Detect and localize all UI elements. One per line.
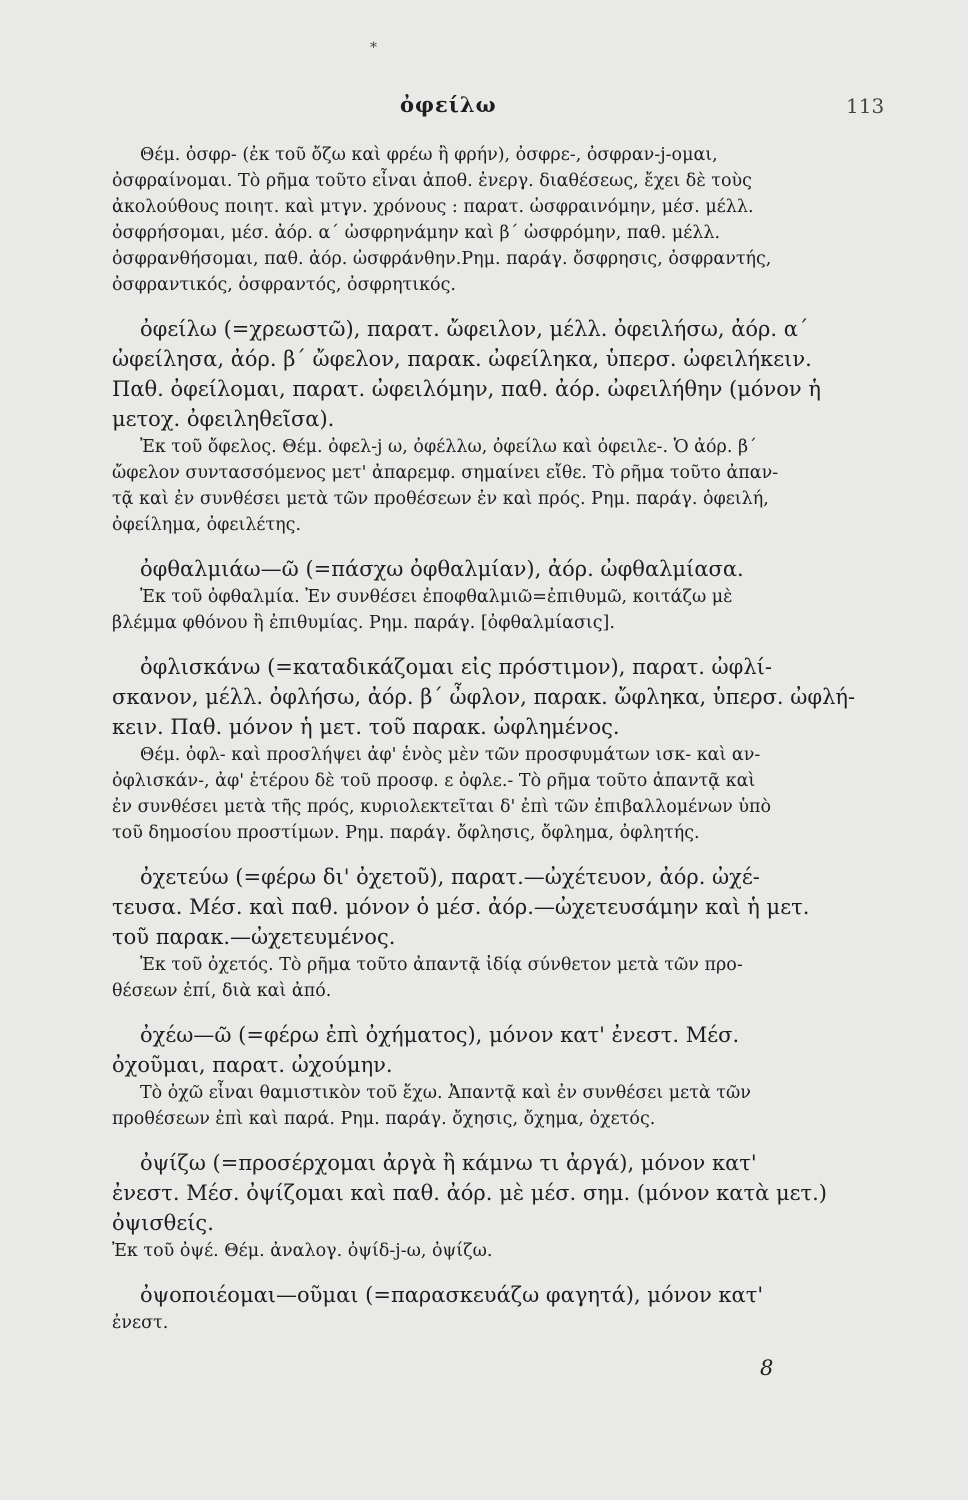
entry-headword-line: ὀφθαλμιάω—ῶ (=πάσχω ὀφθαλμίαν), ἀόρ. ὠφθαλμίασα. — [140, 557, 744, 581]
dictionary-entry — [112, 1280, 822, 1336]
printer-signature: 8 — [760, 1356, 774, 1380]
entry-line: Ἐκ τοῦ ὄφελος. Θέμ. ὀφελ-j ω, ὀφέλλω, ὀφείλω καὶ ὀφειλε-. Ὁ ἀόρ. β΄ — [140, 437, 757, 457]
entry-line: ὠφείλησα, ἀόρ. β΄ ὤφελον, παρακ. ὠφείληκα, ὑπερσ. ὠφειλήκειν. — [112, 347, 812, 371]
dictionary-entry — [112, 652, 856, 846]
dictionary-entry — [112, 554, 822, 636]
dictionary-entries — [112, 142, 856, 1336]
entry-gap — [112, 1004, 822, 1020]
entry-headword-line: ὀφλισκάνω (=καταδικάζομαι εἰς πρόστιμον), παρατ. ὠφλί- — [140, 655, 773, 679]
entry-line: ὀσφραντικός, ὀσφραντός, ὀσφρητικός. — [112, 275, 456, 295]
dictionary-entry — [112, 314, 822, 538]
entry-headword-line: Θέμ. ὀσφρ- (ἐκ τοῦ ὄζω καὶ φρέω ἢ φρήν), ὀσφρε-, ὀσφραν-j-ομαι, — [140, 145, 718, 165]
entry-gap — [112, 636, 822, 652]
entry-line: ἐνεστ. Μέσ. ὀψίζομαι καὶ παθ. ἀόρ. μὲ μέσ. σημ. (μόνον κατὰ μετ.) — [112, 1181, 827, 1205]
entry-line: προθέσεων ἐπὶ καὶ παρά. Ρημ. παράγ. ὄχησις, ὄχημα, ὀχετός. — [112, 1109, 656, 1129]
entry-line: Θέμ. ὀφλ- καὶ προσλήψει ἀφ' ἑνὸς μὲν τῶν προσφυμάτων ισκ- καὶ αν- — [140, 745, 761, 765]
entry-line: Ἐκ τοῦ ὀψέ. Θέμ. ἀναλογ. ὀψίδ-j-ω, ὀψίζω. — [112, 1241, 493, 1261]
entry-line: τοῦ δημοσίου προστίμων. Ρημ. παράγ. ὄφλησις, ὄφλημα, ὀφλητής. — [112, 823, 700, 843]
stray-mark: * — [370, 40, 377, 56]
entry-line: ἐνεστ. — [112, 1313, 169, 1333]
entry-line: ὀφείλημα, ὀφειλέτης. — [112, 515, 302, 535]
entry-line: μετοχ. ὀφειληθεῖσα). — [112, 407, 335, 431]
entry-line: ὀψισθείς. — [112, 1211, 214, 1235]
entry-line: Παθ. ὀφείλομαι, παρατ. ὠφειλόμην, παθ. ἀόρ. ὠφειλήθην (μόνον ἡ — [112, 377, 821, 401]
dictionary-entry — [112, 1020, 822, 1132]
entry-line: σκανον, μέλλ. ὀφλήσω, ἀόρ. β΄ ὦφλον, παρακ. ὤφληκα, ὑπερσ. ὠφλή- — [112, 685, 856, 709]
entry-line: ὀχοῦμαι, παρατ. ὠχούμην. — [112, 1053, 393, 1077]
entry-line: ὀσφρανθήσομαι, παθ. ἀόρ. ὠσφράνθην.Ρημ. παράγ. ὄσφρησις, ὀσφραντής, — [112, 249, 772, 269]
entry-line: ὀφλισκάν-, ἀφ' ἑτέρου δὲ τοῦ προσφ. ε ὀφλε.- Τὸ ρῆμα τοῦτο ἀπαντᾷ καὶ — [112, 771, 756, 791]
dictionary-entry — [112, 142, 822, 298]
entry-line: κειν. Παθ. μόνον ἡ μετ. τοῦ παρακ. ὠφλημένος. — [112, 715, 620, 739]
entry-headword-line: ὀχέω—ῶ (=φέρω ἐπὶ ὀχήματος), μόνον κατ' ἐνεστ. Μέσ. — [140, 1023, 740, 1047]
dictionary-entry — [112, 862, 822, 1004]
dictionary-entry — [112, 1148, 827, 1264]
entry-headword-line: ὀχετεύω (=φέρω δι' ὀχετοῦ), παρατ.—ὠχέτευον, ἀόρ. ὠχέ- — [140, 865, 760, 889]
entry-gap — [112, 538, 822, 554]
entry-gap — [112, 1264, 822, 1280]
entry-line: Ἐκ τοῦ ὀφθαλμία. Ἐν συνθέσει ἐποφθαλμιῶ=ἐπιθυμῶ, κοιτάζω μὲ — [140, 587, 733, 607]
entry-gap — [112, 846, 822, 862]
entry-gap — [112, 1132, 822, 1148]
entry-line: τᾷ καὶ ἐν συνθέσει μετὰ τῶν προθέσεων ἐν καὶ πρός. Ρημ. παράγ. ὀφειλή, — [112, 489, 769, 509]
entry-line: τευσα. Μέσ. καὶ παθ. μόνον ὁ μέσ. ἀόρ.—ὠχετευσάμην καὶ ἡ μετ. — [112, 895, 810, 919]
entry-line: ἐν συνθέσει μετὰ τῆς πρός, κυριολεκτεῖται δ' ἐπὶ τῶν ἐπιβαλλομένων ὑπὸ — [112, 797, 772, 817]
page-number: 113 — [846, 94, 885, 118]
entry-line: ἀκολούθους ποιητ. καὶ μτγν. χρόνους : παρατ. ὠσφραινόμην, μέσ. μέλλ. — [112, 197, 754, 217]
entry-line: τοῦ παρακ.—ὠχετευμένος. — [112, 925, 396, 949]
entry-line: ὤφελον συντασσόμενος μετ' ἀπαρεμφ. σημαίνει εἴθε. Τὸ ρῆμα τοῦτο ἀπαν- — [112, 463, 779, 483]
running-head: ὀφείλω — [400, 92, 497, 117]
entry-line: ὀσφρήσομαι, μέσ. ἀόρ. α΄ ὠσφρηνάμην καὶ β΄ ὠσφρόμην, παθ. μέλλ. — [112, 223, 721, 243]
entry-headword-line: ὀφείλω (=χρεωστῶ), παρατ. ὤφειλον, μέλλ. ὀφειλήσω, ἀόρ. α΄ — [140, 317, 809, 341]
entry-headword-line: ὀψίζω (=προσέρχομαι ἀργὰ ἢ κάμνω τι ἀργά), μόνον κατ' — [140, 1151, 757, 1175]
entry-line: ὀσφραίνομαι. Τὸ ρῆμα τοῦτο εἶναι ἀποθ. ἐνεργ. διαθέσεως, ἔχει δὲ τοὺς — [112, 171, 752, 191]
entry-line: Τὸ ὀχῶ εἶναι θαμιστικὸν τοῦ ἔχω. Ἀπαντᾷ καὶ ἐν συνθέσει μετὰ τῶν — [140, 1083, 751, 1103]
entry-line: βλέμμα φθόνου ἢ ἐπιθυμίας. Ρημ. παράγ. [ὀφθαλμίασις]. — [112, 613, 615, 633]
entry-gap — [112, 298, 822, 314]
entry-line: θέσεων ἐπί, διὰ καὶ ἀπό. — [112, 981, 332, 1001]
entry-headword-line: ὀψοποιέομαι—οῦμαι (=παρασκευάζω φαγητά), μόνον κατ' — [140, 1283, 764, 1307]
entry-line: Ἐκ τοῦ ὀχετός. Τὸ ρῆμα τοῦτο ἀπαντᾷ ἰδίᾳ σύνθετον μετὰ τῶν προ- — [140, 955, 743, 975]
